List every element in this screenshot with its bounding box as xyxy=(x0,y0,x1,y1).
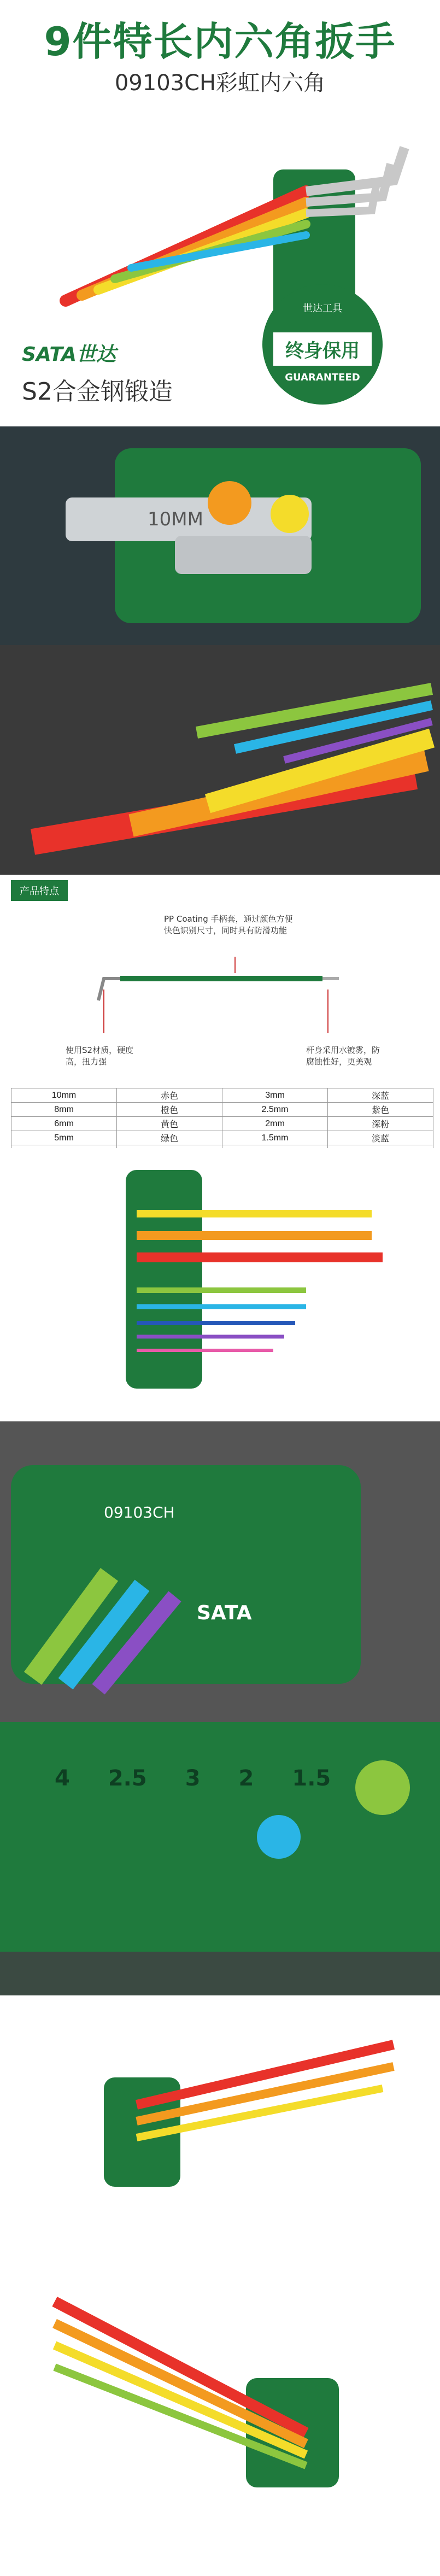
callout-finish: 杆身采用水镀雾，防 腐蚀性好，更美观 xyxy=(306,1045,380,1067)
wrench-diagram xyxy=(82,957,355,1044)
engraved-size-number: 2.5 xyxy=(108,1766,147,1791)
final-photo-2 xyxy=(0,2258,440,2574)
hero-section xyxy=(0,0,440,415)
table-cell: 3mm xyxy=(222,1088,328,1103)
closeup-photo-2 xyxy=(0,645,440,875)
holder-illustration xyxy=(0,1421,440,1722)
table-cell: 淡蓝 xyxy=(328,1131,433,1145)
table-cell: 深粉 xyxy=(328,1117,433,1131)
engraved-size-number: 4 xyxy=(55,1766,70,1791)
closeup-illustration-2 xyxy=(0,645,440,875)
material-text: S2合金钢锻造 xyxy=(22,378,173,406)
badge-middle-text: 终身保用 xyxy=(273,332,372,366)
closeup-photo-1 xyxy=(0,426,440,645)
size-number-row xyxy=(55,1766,369,1791)
table-row xyxy=(11,1117,433,1131)
product-title: 9件特长内六角扳手 xyxy=(44,19,396,65)
features-section xyxy=(0,875,440,1148)
guarantee-badge xyxy=(262,284,383,405)
features-title: 产品特点 xyxy=(11,880,68,901)
table-cell: 2.5mm xyxy=(222,1103,328,1117)
final-illustration-1 xyxy=(0,1995,440,2258)
table-cell: 2mm xyxy=(222,1117,328,1131)
table-row xyxy=(11,1103,433,1117)
engraved-size-number: 3 xyxy=(185,1766,201,1791)
table-cell: 橙色 xyxy=(117,1103,222,1117)
table-cell: 黄色 xyxy=(117,1117,222,1131)
hero-wrench-illustration xyxy=(0,104,440,333)
numbers-illustration xyxy=(0,1722,440,1995)
table-cell: 绿色 xyxy=(117,1131,222,1145)
set-photo xyxy=(0,1148,440,1421)
table-cell: 紫色 xyxy=(328,1103,433,1117)
holder-closeup-photo xyxy=(0,1421,440,1722)
badge-top-text: 世达工具 xyxy=(303,303,342,314)
table-cell: 10mm xyxy=(11,1088,117,1103)
closeup-size-label: 10MM xyxy=(148,508,203,530)
table-cell: 赤色 xyxy=(117,1088,222,1103)
table-cell: 6mm xyxy=(11,1117,117,1131)
engraved-size-number: 2 xyxy=(238,1766,254,1791)
table-cell: 5mm xyxy=(11,1131,117,1145)
set-illustration xyxy=(0,1148,440,1421)
product-subtitle: 09103CH彩虹内六角 xyxy=(114,71,326,96)
table-row xyxy=(11,1088,433,1103)
table-cell: 1.5mm xyxy=(222,1131,328,1145)
engraved-size-number: 1.5 xyxy=(292,1766,331,1791)
table-cell: 8mm xyxy=(11,1103,117,1117)
holder-brand-label: SATA xyxy=(197,1602,252,1624)
brand-logo: SATA世达 xyxy=(22,343,116,366)
table-cell: 深蓝 xyxy=(328,1088,433,1103)
callout-material: 使用S2材质，硬度 高，扭力强 xyxy=(66,1045,134,1067)
table-row xyxy=(11,1131,433,1145)
holder-code-label: 09103CH xyxy=(104,1503,175,1521)
final-illustration-2 xyxy=(0,2258,440,2574)
closeup-illustration-1 xyxy=(0,426,440,645)
final-photo-1 xyxy=(0,1995,440,2258)
numbers-closeup-photo xyxy=(0,1722,440,1995)
badge-bottom-text: GUARANTEED xyxy=(285,372,360,383)
callout-coating: PP Coating 手柄套，通过颜色方便 快色识别尺寸，同时具有防滑功能 xyxy=(164,914,293,935)
